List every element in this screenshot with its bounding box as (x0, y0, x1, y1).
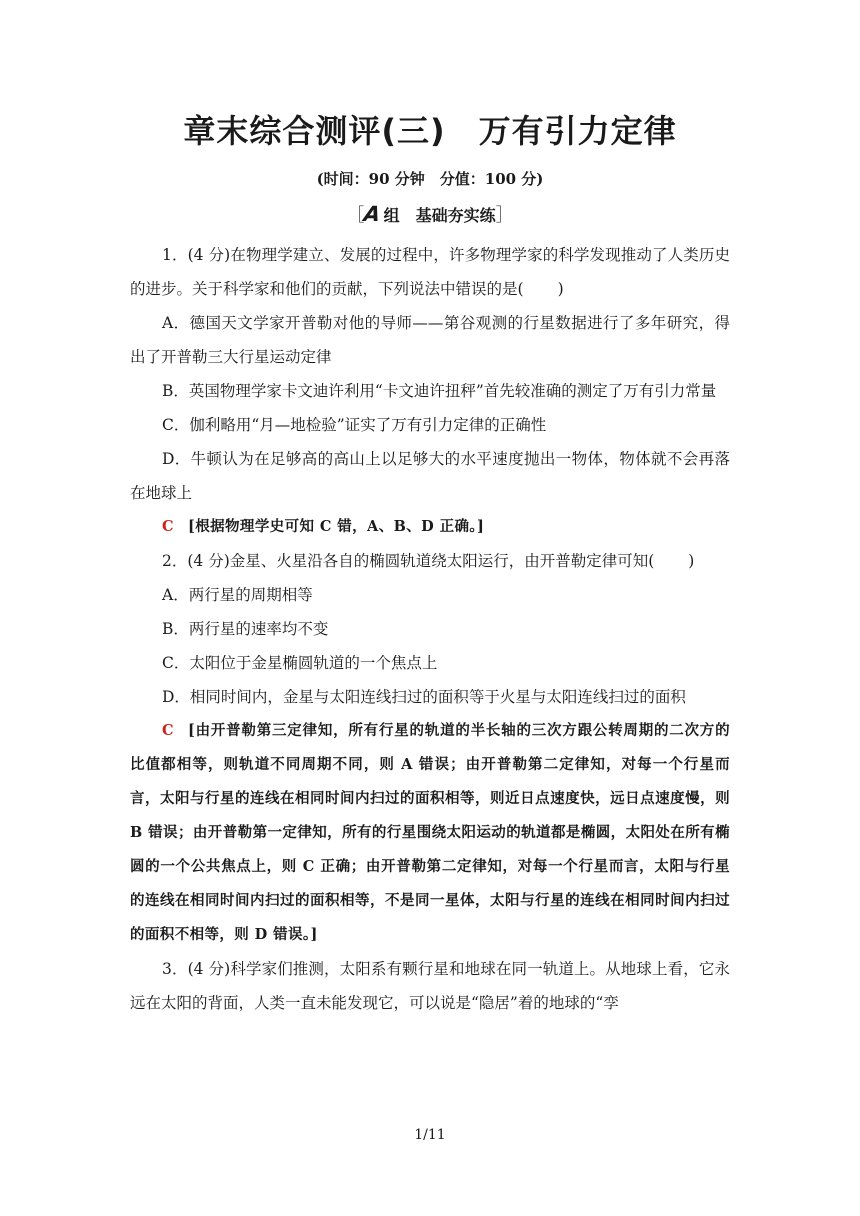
answer-letter: C (162, 518, 174, 535)
group-label: 组 基础夯实练 (383, 206, 496, 225)
page-number: 1/11 (414, 1127, 446, 1143)
answer-letter: C (162, 722, 174, 739)
question-2-text: 2．(4 分)金星、火星沿各自的椭圆轨道绕太阳运行，由开普勒定律可知( (162, 552, 655, 570)
answer-explanation: [根据物理学史可知 C 错，A、B、D 正确。] (187, 518, 485, 535)
right-bracket: ］ (495, 205, 514, 226)
question-1-option-b: B．英国物理学家卡文迪许利用“卡文迪许扭秤”首先较准确的测定了万有引力常量 (162, 382, 717, 400)
question-1-stem (130, 238, 730, 306)
section-header (0, 201, 860, 227)
question-1-answer (130, 510, 730, 544)
left-bracket: ［ (346, 205, 365, 226)
question-2-close-paren: ) (688, 552, 695, 570)
question-1-option-d: D．牛顿认为在足够高的高山上以足够大的水平速度抛出一物体，物体就不会再落在地球上 (130, 450, 730, 502)
answer-explanation: [由开普勒第三定律知，所有行星的轨道的半长轴的三次方跟公转周期的二次方的比值都相等，则轨道不同周期不同，则 A 错误；由开普勒第二定律知，对每一个行星而言，太阳与行星的连线在相同时间内扫过的面积相等，则近日点速度快，远日点速度慢，则 B 错误；由开普勒第一定律知，所有的行星围绕太阳运动的轨道都是椭圆，太阳处在所有椭圆的一个公共焦点上，则 C 正确；由开普勒第二定律知，对每一个行星而言，太阳与行星的连线在相同时间内扫过的面积相等，不是同一星体，太阳与行星的连线在相同时间内扫过的面积不相等，则 D 错误。] (130, 722, 730, 943)
question-2-option-d: D．相同时间内，金星与太阳连线扫过的面积等于火星与太阳连线扫过的面积 (162, 688, 686, 706)
question-1-option-a: A．德国天文学家开普勒对他的导师——第谷观测的行星数据进行了多年研究，得出了开普勒三大行星运动定律 (130, 314, 730, 366)
question-2-option-b: B．两行星的速率均不变 (162, 620, 329, 638)
question-2-option-c: C．太阳位于金星椭圆轨道的一个焦点上 (162, 654, 438, 672)
exam-info: (时间：90 分钟 分值：100 分) (316, 170, 544, 188)
question-2-option-a: A．两行星的周期相等 (162, 586, 313, 604)
question-1-close-paren: ) (557, 280, 564, 298)
question-2-answer (130, 714, 730, 952)
question-2-stem (130, 544, 730, 578)
group-letter: A (362, 202, 383, 226)
page-title: 章末综合测评(三) 万有引力定律 (183, 112, 677, 150)
question-1-option-c: C．伽利略用“月—地检验”证实了万有引力定律的正确性 (162, 416, 547, 434)
question-3-stem: 3．(4 分)科学家们推测，太阳系有颗行星和地球在同一轨道上。从地球上看，它永远在太阳的背面，人类一直未能发现它，可以说是“隐居”着的地球的“孪 (130, 960, 730, 1012)
question-list (130, 238, 730, 1020)
question-1-text: 1．(4 分)在物理学建立、发展的过程中，许多物理学家的科学发现推动了人类历史的进步。关于科学家和他们的贡献，下列说法中错误的是( (130, 246, 730, 298)
